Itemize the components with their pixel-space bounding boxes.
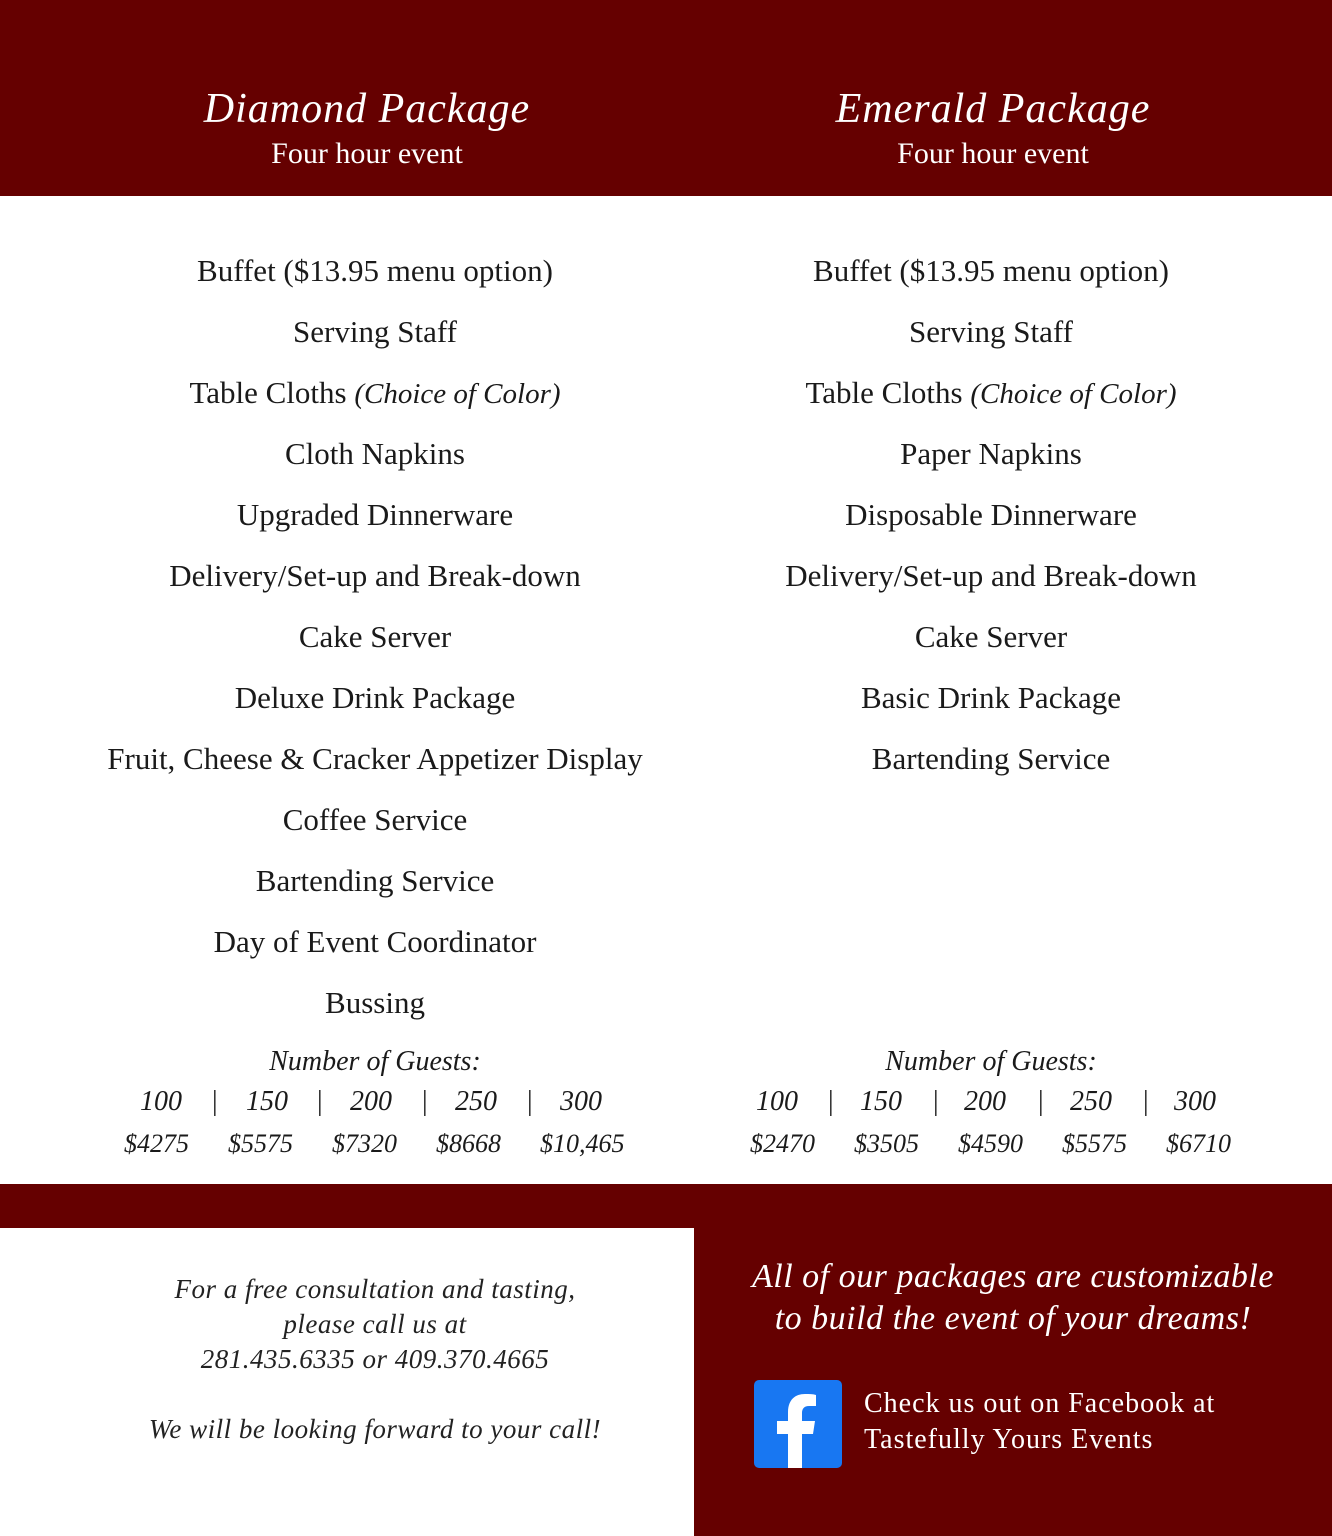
customizable-line: All of our packages are customizable [752,1258,1274,1295]
price: $5575 [228,1129,293,1158]
separator: | [527,1086,533,1117]
list-item: Day of Event Coordinator [213,924,537,959]
emerald-pricing [658,1042,1324,1166]
guests-label: Number of Guests: [269,1046,481,1077]
consultation-text [0,1272,750,1447]
separator: | [1038,1086,1044,1117]
diamond-package-title: Diamond Package [203,86,531,132]
list-item: Cake Server [914,619,1068,654]
list-item: Paper Napkins [900,436,1082,471]
separator: | [1143,1086,1149,1117]
list-item: Serving Staff [293,314,457,349]
separator: | [828,1086,834,1117]
diamond-package-subtitle: Four hour event [271,137,463,170]
diamond-package-items [42,240,708,1033]
diamond-package-header [34,84,700,174]
price: $6710 [1166,1129,1231,1158]
guest-count: 150 [246,1086,288,1117]
guest-count: 150 [860,1086,902,1117]
guest-counts-row [42,1082,708,1122]
guest-count: 300 [1174,1086,1216,1117]
list-item: Disposable Dinnerware [845,497,1137,532]
price: $3505 [854,1129,919,1158]
list-item: Bussing [325,985,425,1020]
facebook-page-name[interactable]: Tastefully Yours Events [864,1424,1154,1455]
prices-row [42,1122,708,1166]
emerald-package-subtitle: Four hour event [897,137,1089,170]
guest-count: 100 [140,1086,182,1117]
price: $4590 [958,1129,1023,1158]
guest-count: 300 [560,1086,602,1117]
prices-row [658,1122,1324,1166]
list-item: Delivery/Set-up and Break-down [785,558,1197,593]
emerald-package-header [660,84,1326,174]
guest-count: 250 [455,1086,497,1117]
header-banner [0,0,1332,196]
list-item: Fruit, Cheese & Cracker Appetizer Display [107,741,643,776]
consultation-line: please call us at [283,1309,467,1339]
separator: | [933,1086,939,1117]
separator: | [212,1086,218,1117]
list-item: Table Cloths (Choice of Color) [189,375,561,410]
list-item: Cloth Napkins [285,436,465,471]
separator: | [317,1086,323,1117]
facebook-icon[interactable] [754,1380,842,1468]
customizable-panel [694,1228,1332,1536]
list-item: Bartending Service [871,741,1111,776]
customizable-text [694,1256,1332,1340]
list-item: Buffet ($13.95 menu option) [197,253,553,288]
facebook-text [864,1386,1215,1458]
guest-counts-row [658,1082,1324,1122]
separator: | [422,1086,428,1117]
facebook-line: Check us out on Facebook at [864,1388,1216,1419]
emerald-package-items [658,240,1324,789]
guest-count: 100 [756,1086,798,1117]
price: $4275 [124,1129,189,1158]
footer-band [0,1184,1332,1228]
price: $5575 [1062,1129,1127,1158]
guests-label: Number of Guests: [885,1046,1097,1077]
guest-count: 200 [350,1086,392,1117]
phone-numbers: 281.435.6335 or 409.370.4665 [200,1344,550,1374]
guest-count: 200 [964,1086,1006,1117]
item-note: (Choice of Color) [354,378,561,410]
price: $10,465 [540,1129,625,1158]
list-item: Cake Server [298,619,452,654]
consultation-line: For a free consultation and tasting, [174,1274,576,1304]
emerald-package-title: Emerald Package [835,86,1151,132]
list-item: Deluxe Drink Package [234,680,516,715]
diamond-pricing [42,1042,708,1166]
list-item: Bartending Service [255,863,495,898]
list-item: Table Cloths (Choice of Color) [805,375,1177,410]
price: $2470 [750,1129,815,1158]
item-note: (Choice of Color) [970,378,1177,410]
list-item: Delivery/Set-up and Break-down [169,558,581,593]
list-item: Upgraded Dinnerware [236,497,514,532]
customizable-line: to build the event of your dreams! [774,1300,1252,1337]
price: $7320 [332,1129,397,1158]
list-item: Coffee Service [282,802,468,837]
list-item: Serving Staff [909,314,1073,349]
list-item: Buffet ($13.95 menu option) [813,253,1169,288]
closing-line: We will be looking forward to your call! [148,1414,602,1444]
list-item: Basic Drink Package [861,680,1121,715]
consultation-panel [0,1228,694,1536]
price: $8668 [436,1129,501,1158]
guest-count: 250 [1070,1086,1112,1117]
